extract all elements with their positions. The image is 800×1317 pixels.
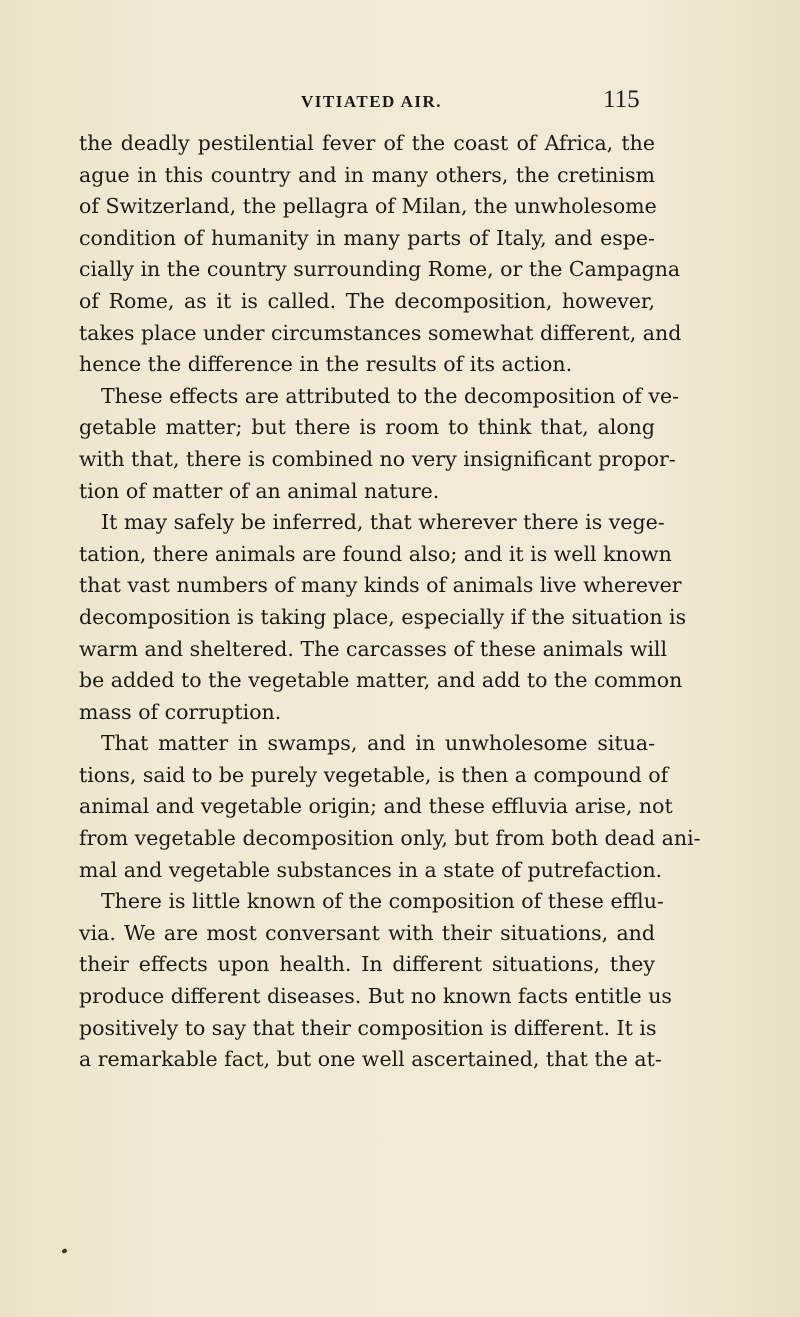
running-head: VITIATED AIR. <box>301 92 443 111</box>
text-line: decomposition is taking place, especially if the situation is <box>79 604 687 629</box>
page-number: 115 <box>603 86 640 113</box>
text-line: of Rome, as it is called. The decomposition, however, <box>79 288 655 313</box>
text-line: tions, said to be purely vegetable, is then a compound of <box>79 762 669 787</box>
text-line: produce different diseases. But no known facts entitle us <box>79 984 672 1009</box>
text-line: getable matter; but there is room to think that, along <box>79 415 655 440</box>
text-line: positively to say that their composition is different. It is <box>79 1015 657 1040</box>
print-speck <box>61 1248 67 1254</box>
text-line: be added to the vegetable matter, and add to the common <box>79 668 683 693</box>
text-line: hence the difference in the results of its action. <box>79 352 573 377</box>
text-line: their effects upon health. In different situations, they <box>79 952 655 977</box>
text-line: takes place under circumstances somewhat different, and <box>79 320 682 345</box>
text-line: via. We are most conversant with their situations, and <box>79 920 655 945</box>
text-line: ague in this country and in many others, the cretinism <box>79 162 655 187</box>
text-line: warm and sheltered. The carcasses of these animals will <box>79 636 668 661</box>
text-line: That matter in swamps, and in unwholesome situa- <box>101 731 655 756</box>
text-line: that vast numbers of many kinds of animals live wherever <box>79 573 682 598</box>
text-line: tion of matter of an animal nature. <box>79 478 440 503</box>
text-line: condition of humanity in many parts of Italy, and espe- <box>79 225 655 250</box>
body-text <box>79 128 701 1076</box>
text-line: the deadly pestilential fever of the coast of Africa, the <box>79 131 655 155</box>
page-header <box>0 86 800 116</box>
text-line: mass of corruption. <box>79 699 282 724</box>
text-line: These effects are attributed to the decomposition of ve- <box>101 383 680 408</box>
text-line: tation, there animals are found also; and it is well known <box>79 541 672 566</box>
text-line: It may safely be inferred, that wherever there is vege- <box>101 510 665 535</box>
text-line: of Switzerland, the pellagra of Milan, the unwholesome <box>79 194 657 219</box>
text-line: cially in the country surrounding Rome, or the Campagna <box>79 257 681 282</box>
text-line: a remarkable fact, but one well ascertained, that the at- <box>79 1047 662 1072</box>
text-line: with that, there is combined no very insignificant propor- <box>79 446 676 471</box>
text-line: animal and vegetable origin; and these effluvia arise, not <box>79 794 673 819</box>
text-line: There is little known of the composition of these efflu- <box>101 889 664 914</box>
text-line: from vegetable decomposition only, but from both dead ani- <box>79 826 701 851</box>
text-line: mal and vegetable substances in a state of putrefaction. <box>79 857 663 882</box>
